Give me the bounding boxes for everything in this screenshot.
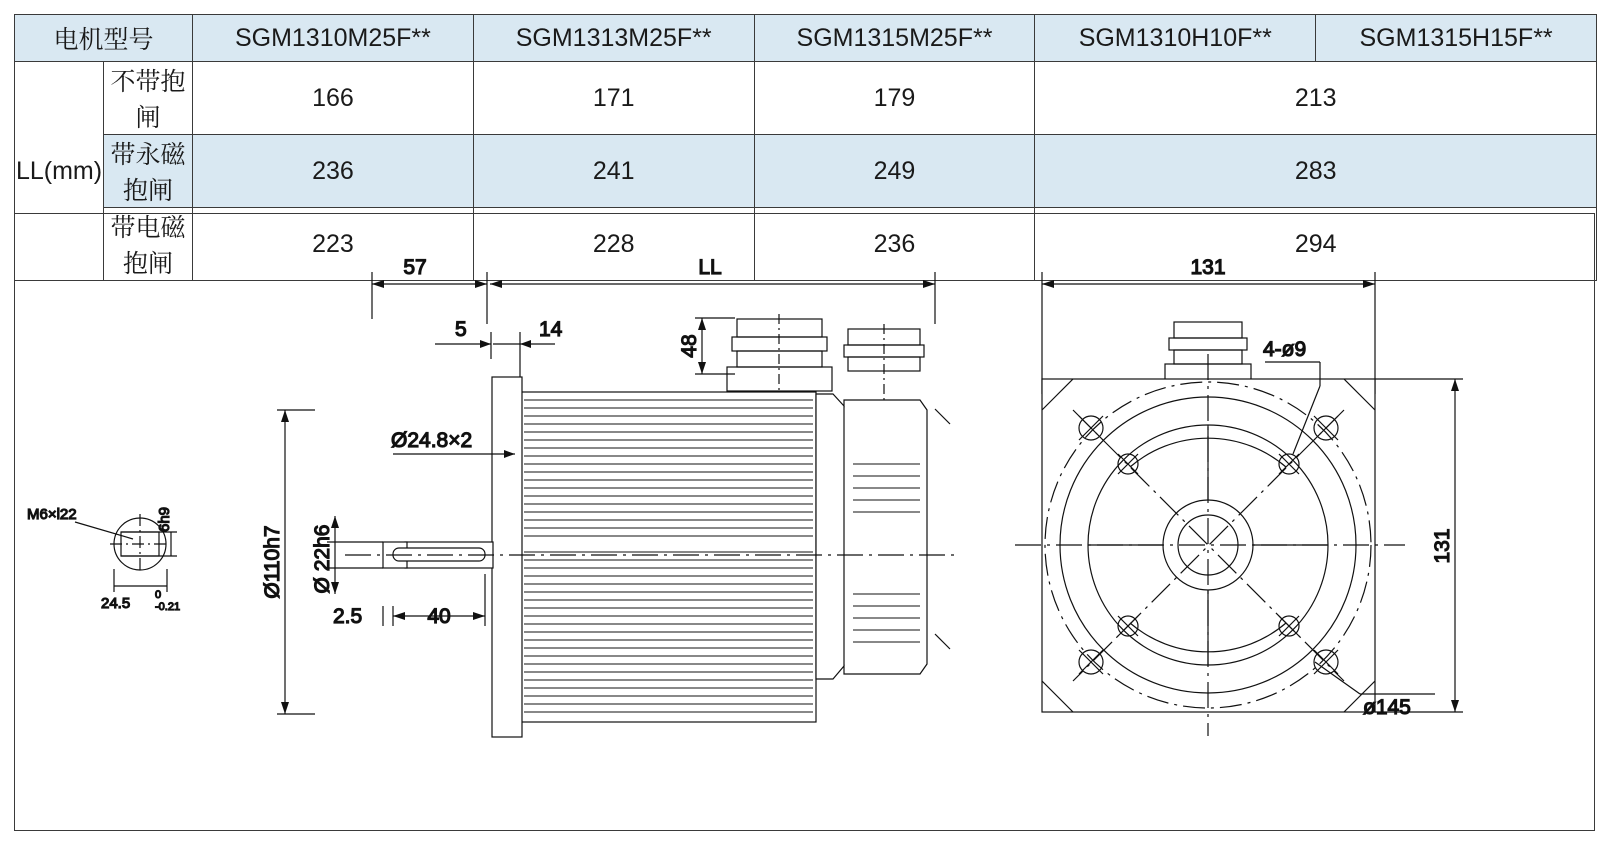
table-header-model-4: SGM1315H15F** <box>1316 15 1597 62</box>
table-cell-2-3: 294 <box>1035 208 1597 281</box>
table-row-label-2: 带电磁抱闸 <box>104 208 193 281</box>
dim-48-label: 48 <box>678 334 701 358</box>
table-header-model-0: SGM1310M25F** <box>193 15 474 62</box>
keyway-tol-lower: -0.21 <box>155 601 181 613</box>
table-row-label-0: 不带抱闸 <box>104 62 193 135</box>
dim-131-right-label: 131 <box>1431 528 1454 564</box>
table-header-model: 电机型号 <box>15 15 193 62</box>
keyway-height-label: 6h9 <box>156 506 173 532</box>
table-cell-1-1: 241 <box>473 135 754 208</box>
dim-110h7-label: Ø110h7 <box>261 525 284 599</box>
table-header-model-2: SGM1315M25F** <box>754 15 1035 62</box>
table-row-label-1: 带永磁抱闸 <box>104 135 193 208</box>
table-cell-0-0: 166 <box>193 62 474 135</box>
table-cell-1-3: 283 <box>1035 135 1597 208</box>
dim-22h6-label: Ø 22h6 <box>311 524 334 594</box>
dim-5-label: 5 <box>455 318 467 341</box>
dim-57-label: 57 <box>403 256 427 279</box>
table-cell-2-1: 228 <box>473 208 754 281</box>
dim-14-label: 14 <box>539 318 563 341</box>
table-row <box>15 135 1597 208</box>
dim-248x2-label: Ø24.8×2 <box>391 429 473 452</box>
motor-side-view <box>261 256 960 737</box>
keyway-detail-view <box>27 506 180 613</box>
keyway-flat-label: 24.5 <box>101 595 131 612</box>
table-cell-2-0: 223 <box>193 208 474 281</box>
keyway-tol-upper: 0 <box>155 589 162 601</box>
dim-4xo9-label: 4-ø9 <box>1263 338 1307 361</box>
table-cell-1-0: 236 <box>193 135 474 208</box>
dim-LL-label: LL <box>698 256 722 279</box>
dim-131-top-label: 131 <box>1190 256 1226 279</box>
table-cell-2-2: 236 <box>754 208 1035 281</box>
table-header-model-3: SGM1310H10F** <box>1035 15 1316 62</box>
table-cell-1-2: 249 <box>754 135 1035 208</box>
table-group-label: LL(mm) <box>15 62 104 281</box>
keyway-thread-label: M6×l22 <box>27 506 77 523</box>
motor-front-view <box>1015 256 1463 736</box>
table-row <box>15 62 1597 135</box>
dim-2-5-label: 2.5 <box>333 605 363 628</box>
table-header-model-1: SGM1313M25F** <box>473 15 754 62</box>
dim-40-label: 40 <box>427 605 451 628</box>
table-cell-0-1: 171 <box>473 62 754 135</box>
table-cell-0-3: 213 <box>1035 62 1597 135</box>
table-header-row <box>15 15 1597 62</box>
table-cell-0-2: 179 <box>754 62 1035 135</box>
technical-drawing-area <box>14 213 1595 831</box>
dim-145-label: ø145 <box>1363 696 1411 719</box>
